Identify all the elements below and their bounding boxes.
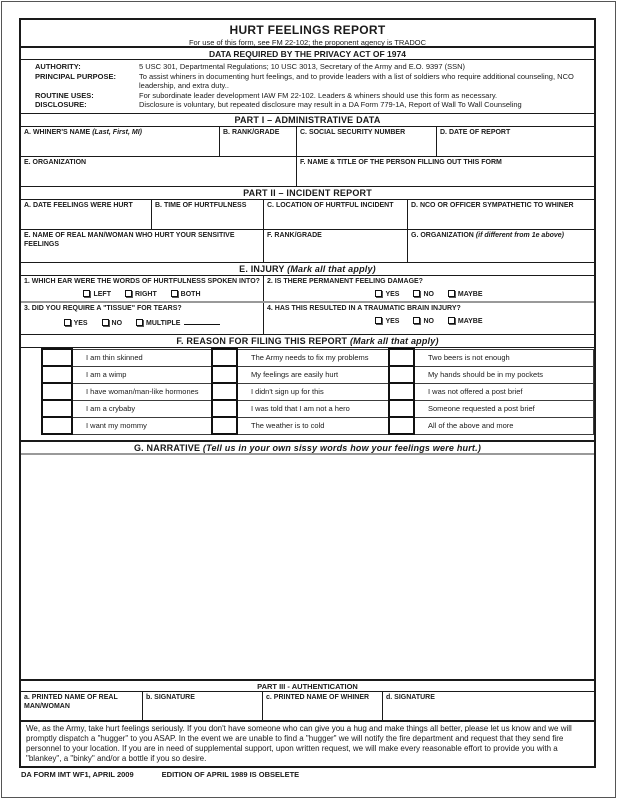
field-label: G. ORGANIZATION bbox=[411, 232, 474, 239]
checkbox-tbi-maybe[interactable] bbox=[448, 317, 455, 324]
field-date-feelings-hurt[interactable] bbox=[21, 200, 152, 229]
part3-row bbox=[21, 692, 594, 722]
reason-checkbox[interactable] bbox=[389, 366, 414, 383]
field-label: D. NCO OR OFFICER SYMPATHETIC TO WHINER bbox=[411, 202, 574, 209]
reason-table bbox=[21, 348, 594, 435]
field-label: a. PRINTED NAME OF REAL MAN/WOMAN bbox=[24, 694, 118, 710]
reason-checkbox[interactable] bbox=[212, 400, 237, 417]
reason-label: Two beers is not enough bbox=[414, 349, 594, 366]
reason-label: The Army needs to fix my problems bbox=[237, 349, 389, 366]
privacy-label: AUTHORITY: bbox=[35, 62, 81, 71]
field-whiners-name[interactable] bbox=[21, 127, 220, 156]
field-offender-rank-grade[interactable] bbox=[264, 230, 408, 262]
field-label: F. RANK/GRADE bbox=[267, 232, 322, 239]
privacy-value: To assist whiners in documenting hurt feelings, and to provide leaders with a list of soldiers who require additional counseling, NCO leadership, and extra duty.. bbox=[139, 71, 574, 90]
reason-label: I didn't sign up for this bbox=[237, 383, 389, 400]
field-label: B. RANK/GRADE bbox=[223, 129, 280, 136]
checkbox-both-ears[interactable] bbox=[171, 290, 178, 297]
field-label: d. SIGNATURE bbox=[386, 694, 435, 701]
checkbox-tbi-yes[interactable] bbox=[375, 317, 382, 324]
field-signature-real-man-woman[interactable] bbox=[143, 692, 263, 720]
reason-row bbox=[21, 349, 594, 366]
field-label: E. ORGANIZATION bbox=[24, 159, 87, 166]
reason-checkbox[interactable] bbox=[42, 366, 72, 383]
checkbox-tissue-multiple[interactable] bbox=[136, 319, 143, 326]
reason-label: I am a wimp bbox=[72, 366, 212, 383]
reason-table-wrap bbox=[21, 348, 594, 442]
field-social-security-number[interactable] bbox=[297, 127, 437, 156]
form-footer bbox=[21, 770, 299, 779]
field-person-filling-out-form[interactable] bbox=[297, 157, 594, 186]
privacy-value: Disclosure is voluntary, but repeated disclosure may result in a DA Form 779-1A, Report of Wall To Wall Counseling bbox=[139, 100, 522, 109]
reason-checkbox[interactable] bbox=[42, 349, 72, 366]
reason-label: I am a crybaby bbox=[72, 400, 212, 417]
privacy-row-disclosure bbox=[35, 100, 588, 110]
reason-header-label: F. REASON FOR FILING THIS REPORT bbox=[176, 336, 348, 346]
form-title-block bbox=[21, 20, 594, 48]
narrative-header-note: (Tell us in your own sissy words how your feelings were hurt.) bbox=[202, 443, 482, 453]
field-organization[interactable] bbox=[21, 157, 297, 186]
reason-row bbox=[21, 366, 594, 383]
reason-label: The weather is to cold bbox=[237, 417, 389, 434]
reason-header-note: (Mark all that apply) bbox=[349, 336, 439, 346]
privacy-row-routine-uses bbox=[35, 91, 588, 101]
privacy-label: ROUTINE USES: bbox=[35, 90, 94, 100]
reason-checkbox[interactable] bbox=[42, 400, 72, 417]
question-label: 3. DID YOU REQUIRE A "TISSUE" FOR TEARS? bbox=[24, 305, 182, 312]
option-label: YES bbox=[73, 319, 88, 327]
checkbox-tissue-no[interactable] bbox=[102, 319, 109, 326]
reason-checkbox[interactable] bbox=[389, 349, 414, 366]
reason-checkbox[interactable] bbox=[212, 417, 237, 434]
privacy-label: PRINCIPAL PURPOSE: bbox=[35, 71, 116, 81]
field-printed-name-whiner[interactable] bbox=[263, 692, 383, 720]
option-label: NO bbox=[423, 317, 434, 325]
option-label: NO bbox=[111, 319, 123, 327]
privacy-act-body bbox=[21, 60, 594, 114]
field-signature-whiner[interactable] bbox=[383, 692, 594, 720]
option-label: LEFT bbox=[93, 290, 111, 298]
field-label: A. WHINER'S NAME bbox=[24, 129, 91, 136]
option-label: MAYBE bbox=[457, 317, 483, 325]
part1-row2 bbox=[21, 157, 594, 187]
field-label-hint: (Last, First, MI) bbox=[92, 129, 142, 136]
field-time-of-hurtfulness[interactable] bbox=[152, 200, 264, 229]
field-label: B. TIME OF HURTFULNESS bbox=[155, 202, 247, 209]
reason-label: I am thin skinned bbox=[72, 349, 212, 366]
question-label: 4. HAS THIS RESULTED IN A TRAUMATIC BRAIN INJURY? bbox=[267, 305, 461, 312]
edition-note: EDITION OF APRIL 1989 IS OBSELETE bbox=[161, 770, 300, 779]
reason-label: I was not offered a post brief bbox=[414, 383, 594, 400]
part2-row1 bbox=[21, 200, 594, 230]
part1-row1 bbox=[21, 127, 594, 157]
reason-checkbox[interactable] bbox=[212, 349, 237, 366]
injury-section-header bbox=[21, 263, 594, 276]
reason-checkbox[interactable] bbox=[212, 383, 237, 400]
option-label: RIGHT bbox=[134, 290, 157, 298]
question-label: 2. IS THERE PERMANENT FEELING DAMAGE? bbox=[267, 278, 423, 285]
field-label-hint: (if different from 1e above) bbox=[475, 232, 564, 239]
privacy-value: For subordinate leader development IAW FM 22-102. Leaders & whiners should use this form as necessary. bbox=[139, 90, 498, 100]
reason-label: I was told that I am not a hero bbox=[237, 400, 389, 417]
field-label: c. PRINTED NAME OF WHINER bbox=[266, 694, 370, 701]
checkbox-right-ear[interactable] bbox=[125, 290, 132, 297]
part3-header: PART III - AUTHENTICATION bbox=[21, 681, 594, 692]
question-label: 1. WHICH EAR WERE THE WORDS OF HURTFULNESS SPOKEN INTO? bbox=[24, 278, 260, 285]
checkbox-damage-yes[interactable] bbox=[375, 290, 382, 297]
field-label: D. DATE OF REPORT bbox=[440, 129, 511, 136]
privacy-row-authority bbox=[35, 62, 588, 72]
option-label: MULTIPLE bbox=[145, 319, 181, 327]
reason-checkbox[interactable] bbox=[42, 417, 72, 434]
reason-row bbox=[21, 417, 594, 434]
reason-label: I want my mommy bbox=[72, 417, 212, 434]
form-title: HURT FEELINGS REPORT bbox=[229, 23, 386, 37]
field-date-of-report[interactable] bbox=[437, 127, 594, 156]
field-label: E. NAME OF REAL MAN/WOMAN WHO HURT YOUR SENSITIVE FEELINGS bbox=[24, 232, 235, 248]
injury-question-4 bbox=[264, 303, 594, 334]
part2-header: PART II – INCIDENT REPORT bbox=[21, 187, 594, 200]
field-label: C. SOCIAL SECURITY NUMBER bbox=[300, 129, 406, 136]
injury-row2 bbox=[21, 303, 594, 335]
privacy-row-principal-purpose bbox=[35, 72, 588, 91]
hurt-feelings-report-form bbox=[19, 18, 596, 768]
reason-checkbox[interactable] bbox=[42, 383, 72, 400]
narrative-header-label: G. NARRATIVE bbox=[133, 443, 201, 453]
reason-checkbox[interactable] bbox=[389, 417, 414, 434]
privacy-act-header: DATA REQUIRED BY THE PRIVACY ACT OF 1974 bbox=[21, 48, 594, 60]
option-label: YES bbox=[385, 290, 400, 298]
reason-label: My feelings are easily hurt bbox=[237, 366, 389, 383]
field-label: C. LOCATION OF HURTFUL INCIDENT bbox=[267, 202, 394, 209]
injury-question-3 bbox=[21, 303, 264, 334]
reason-label: I have woman/man-like hormones bbox=[72, 383, 212, 400]
field-label: F. NAME & TITLE OF THE PERSON FILLING OUT THIS FORM bbox=[300, 159, 502, 166]
field-offender-organization[interactable] bbox=[408, 230, 594, 262]
privacy-label: DISCLOSURE: bbox=[35, 100, 87, 109]
field-location-of-incident[interactable] bbox=[264, 200, 408, 229]
reason-checkbox[interactable] bbox=[212, 366, 237, 383]
reason-checkbox[interactable] bbox=[389, 400, 414, 417]
injury-question-1 bbox=[21, 276, 264, 301]
injury-header-label: E. INJURY bbox=[239, 264, 285, 274]
question-options bbox=[24, 290, 260, 298]
question-options bbox=[24, 317, 260, 327]
reason-label: All of the above and more bbox=[414, 417, 594, 434]
reason-row bbox=[21, 383, 594, 400]
field-name-of-offender[interactable] bbox=[21, 230, 264, 262]
checkbox-tissue-yes[interactable] bbox=[64, 319, 71, 326]
field-rank-grade[interactable] bbox=[220, 127, 297, 156]
narrative-section-header bbox=[21, 442, 594, 455]
option-label: BOTH bbox=[180, 290, 201, 298]
injury-header-note: (Mark all that apply) bbox=[287, 264, 376, 274]
part2-row2 bbox=[21, 230, 594, 263]
checkbox-tbi-no[interactable] bbox=[413, 317, 420, 324]
field-printed-name-real-man-woman[interactable] bbox=[21, 692, 143, 720]
injury-row1 bbox=[21, 276, 594, 303]
checkbox-damage-no[interactable] bbox=[413, 290, 420, 297]
field-label: b. SIGNATURE bbox=[146, 694, 195, 701]
narrative-input-area[interactable] bbox=[21, 455, 594, 681]
field-sympathetic-nco[interactable] bbox=[408, 200, 594, 229]
form-number: DA FORM IMT WF1, APRIL 2009 bbox=[21, 770, 134, 779]
option-label: MAYBE bbox=[457, 290, 483, 298]
reason-label: Someone requested a post brief bbox=[414, 400, 594, 417]
closing-statement: We, as the Army, take hurt feelings seriously. If you don't have someone who can give you a hug and make things all better, please let us know and we will promptly dispatch a "hugger" to you ASAP. In the event we are unable to find a "hugger" we will notify the fire department and request that they send fire personnel to your location. If you are in need of supplemental support, upon written request, we will make every reasonable effort to provide you with a "blankey", a "binky" and/or a bottle if you so desire. bbox=[26, 724, 572, 763]
multiple-count-input[interactable] bbox=[184, 317, 220, 325]
reason-checkbox[interactable] bbox=[389, 383, 414, 400]
reason-section-header bbox=[21, 335, 594, 348]
reason-label: My hands should be in my pockets bbox=[414, 366, 594, 383]
injury-question-2 bbox=[264, 276, 594, 301]
part1-header: PART I – ADMINISTRATIVE DATA bbox=[21, 114, 594, 127]
option-label: YES bbox=[385, 317, 400, 325]
reason-row bbox=[21, 400, 594, 417]
question-options bbox=[267, 317, 591, 325]
form-subtitle: For use of this form, see FM 22-102; the proponent agency is TRADOC bbox=[188, 38, 427, 47]
option-label: NO bbox=[423, 290, 434, 298]
field-label: A. DATE FEELINGS WERE HURT bbox=[24, 202, 133, 209]
checkbox-damage-maybe[interactable] bbox=[448, 290, 455, 297]
checkbox-left-ear[interactable] bbox=[83, 290, 90, 297]
privacy-value: 5 USC 301, Departmental Regulations; 10 USC 3013, Secretary of the Army and E.O. 9397 (SSN) bbox=[139, 62, 465, 71]
question-options bbox=[267, 290, 591, 298]
